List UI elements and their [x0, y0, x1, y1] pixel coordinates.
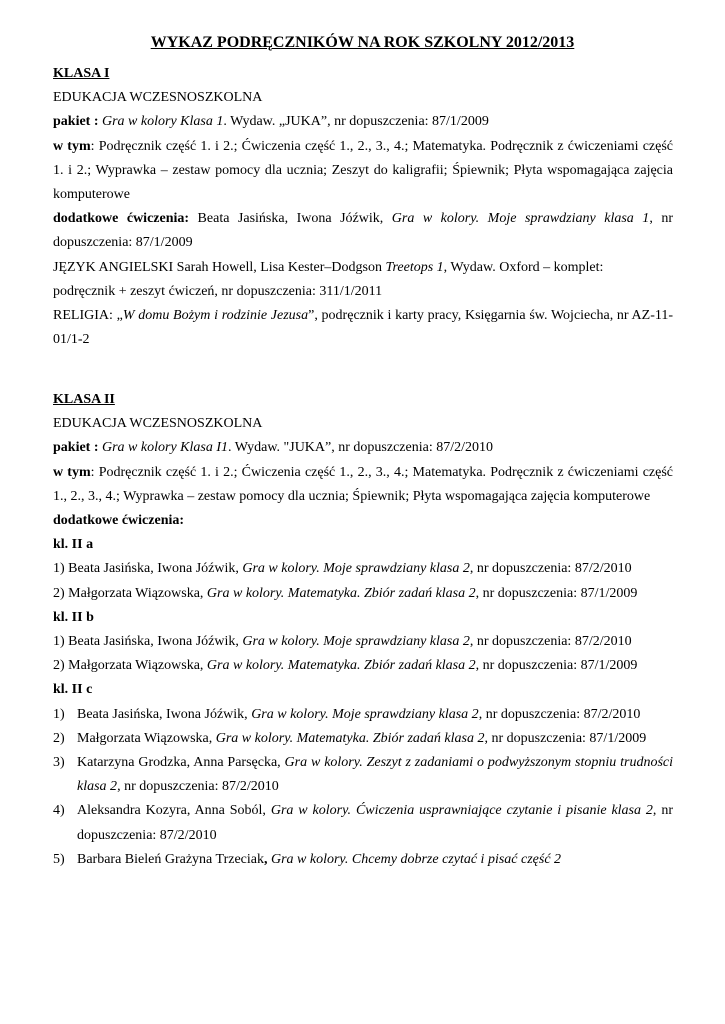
- item-rest: , nr dopuszczenia: 87/2/2010: [478, 706, 641, 722]
- item-rest: , nr dopuszczenia: 87/2/2010: [469, 561, 632, 577]
- angielski-title: Treetops 1: [385, 259, 444, 275]
- w-tym-text: : Podręcznik część 1. i 2.; Ćwiczenia część 1., 2., 3., 4.; Matematyka. Podręcznik z ćwiczeniami część 1. i 2.; Wyprawka – zestaw pomocy dla ucznia; Zeszyt do kaligrafii; Śpiewnik; Płyta wspomagająca zajęcia komputerowe: [53, 138, 674, 203]
- pakiet-rest: . Wydaw. „JUKA”, nr dopuszczenia: 87/1/2009: [223, 114, 489, 130]
- item-authors: Małgorzata Wiązowska,: [68, 585, 207, 601]
- item-number: 2): [53, 585, 65, 601]
- religia-prefix: RELIGIA: „: [53, 308, 123, 324]
- item-rest: , nr dopuszczenia: 87/1/2009: [475, 585, 638, 601]
- item-title: Gra w kolory. Zeszyt z zadaniami o podwyższonym stopniu trudności klasa 2: [77, 755, 673, 795]
- klasa-1-pakiet: [53, 110, 673, 134]
- item-number: 2): [53, 730, 65, 746]
- klasa-1-dodatkowe: [53, 207, 673, 255]
- klasa-2-w-tym: [53, 461, 673, 509]
- angielski-rest: , Wydaw. Oxford – komplet:: [443, 259, 604, 275]
- religia-title: W domu Bożym i rodzinie Jezusa: [122, 308, 309, 324]
- w-tym-text: : Podręcznik część 1. i 2.; Ćwiczenia część 1., 2., 3., 4.; Matematyka. Podręcznik z ćwiczeniami część 1., 2., 3., 4.; Wyprawka – zestaw pomocy dla ucznia; Śpiewnik; Płyta wspomagająca zajęcia komputerowe: [53, 464, 674, 504]
- list-item: [53, 630, 673, 654]
- item-title: Gra w kolory. Chcemy dobrze czytać i pisać część 2: [270, 851, 562, 867]
- item-title: Gra w kolory. Moje sprawdziany klasa 2: [242, 561, 470, 577]
- item-number: 3): [53, 755, 65, 771]
- item-authors: Katarzyna Grodzka, Anna Parsęcka,: [77, 755, 285, 771]
- klasa-2-dodatkowe-label: dodatkowe ćwiczenia:: [53, 513, 185, 529]
- klasa-2-heading: KLASA II: [53, 392, 115, 407]
- item-authors: Aleksandra Kozyra, Anna Soból,: [77, 803, 271, 819]
- dodatkowe-title: Gra w kolory. Moje sprawdziany klasa 1: [391, 211, 650, 227]
- group-label-2b: kl. II b: [53, 609, 94, 625]
- pakiet-label: pakiet :: [53, 440, 99, 456]
- list-item: [53, 557, 673, 581]
- item-number: 1): [53, 706, 65, 722]
- klasa-2-pakiet: [53, 436, 673, 460]
- klasa-1-w-tym: [53, 135, 673, 208]
- document-title: WYKAZ PODRĘCZNIKÓW NA ROK SZKOLNY 2012/2013: [150, 34, 575, 51]
- w-tym-label: w tym: [53, 138, 91, 154]
- item-number: 4): [53, 803, 65, 819]
- klasa-1-subject: EDUKACJA WCZESNOSZKOLNA: [53, 90, 263, 106]
- list-item: [53, 727, 673, 751]
- w-tym-label: w tym: [53, 464, 91, 480]
- dodatkowe-label: dodatkowe ćwiczenia:: [53, 211, 190, 227]
- item-number: 2): [53, 658, 65, 674]
- group-label-2a: kl. II a: [53, 537, 94, 553]
- section-klasa-1: [53, 62, 673, 352]
- item-rest: , nr dopuszczenia: 87/1/2009: [484, 730, 647, 746]
- item-title: Gra w kolory. Matematyka. Zbiór zadań klasa 2: [215, 730, 485, 746]
- item-rest: , nr dopuszczenia: 87/2/2010: [117, 779, 279, 795]
- item-authors: Beata Jasińska, Iwona Jóźwik,: [68, 634, 243, 650]
- pakiet-rest: . Wydaw. "JUKA”, nr dopuszczenia: 87/2/2010: [228, 440, 493, 456]
- item-authors-tail: ,: [263, 851, 271, 867]
- item-number: 1): [53, 634, 65, 650]
- klasa-1-angielski: [53, 256, 673, 280]
- group-label-2c: kl. II c: [53, 682, 93, 698]
- pakiet-title: Gra w kolory Klasa I1: [102, 440, 228, 456]
- dodatkowe-rest: , nr dopuszczenia: 87/1/2009: [53, 211, 673, 251]
- list-item: [53, 848, 673, 872]
- item-title: Gra w kolory. Matematyka. Zbiór zadań klasa 2: [206, 658, 476, 674]
- list-item: [53, 703, 673, 727]
- item-title: Gra w kolory. Matematyka. Zbiór zadań klasa 2: [206, 585, 476, 601]
- item-authors: Beata Jasińska, Iwona Jóźwik,: [77, 706, 252, 722]
- klasa-1-religia: [53, 304, 673, 352]
- item-authors: Małgorzata Wiązowska,: [68, 658, 207, 674]
- item-title: Gra w kolory. Ćwiczenia usprawniające czytanie i pisanie klasa 2: [270, 803, 653, 819]
- item-title: Gra w kolory. Moje sprawdziany klasa 2: [251, 706, 479, 722]
- list-item: [53, 751, 673, 799]
- religia-rest: ”, podręcznik i karty pracy, Księgarnia św. Wojciecha, nr AZ-11-01/1-2: [53, 308, 673, 348]
- item-authors: Barbara Bieleń Grażyna Trzeciak: [77, 851, 264, 867]
- item-number: 1): [53, 561, 65, 577]
- angielski-text: JĘZYK ANGIELSKI Sarah Howell, Lisa Kester–Dodgson: [53, 259, 386, 275]
- list-item: [53, 582, 673, 606]
- pakiet-title: Gra w kolory Klasa 1: [102, 114, 224, 130]
- dodatkowe-authors: Beata Jasińska, Iwona Jóźwik,: [189, 211, 392, 227]
- item-number: 5): [53, 851, 65, 867]
- klasa-1-heading: KLASA I: [53, 66, 110, 81]
- item-authors: Beata Jasińska, Iwona Jóźwik,: [68, 561, 243, 577]
- list-item: [53, 654, 673, 678]
- klasa-2-subject: EDUKACJA WCZESNOSZKOLNA: [53, 416, 263, 432]
- klasa-1-angielski-line2: podręcznik + zeszyt ćwiczeń, nr dopuszczenia: 311/1/2011: [53, 283, 383, 299]
- section-klasa-2: [53, 388, 673, 872]
- item-rest: , nr dopuszczenia: 87/1/2009: [475, 658, 638, 674]
- item-rest: , nr dopuszczenia: 87/2/2010: [77, 803, 673, 843]
- pakiet-label: pakiet :: [53, 114, 99, 130]
- item-rest: , nr dopuszczenia: 87/2/2010: [469, 634, 632, 650]
- item-authors: Małgorzata Wiązowska,: [77, 730, 216, 746]
- item-title: Gra w kolory. Moje sprawdziany klasa 2: [242, 634, 470, 650]
- list-item: [53, 799, 673, 847]
